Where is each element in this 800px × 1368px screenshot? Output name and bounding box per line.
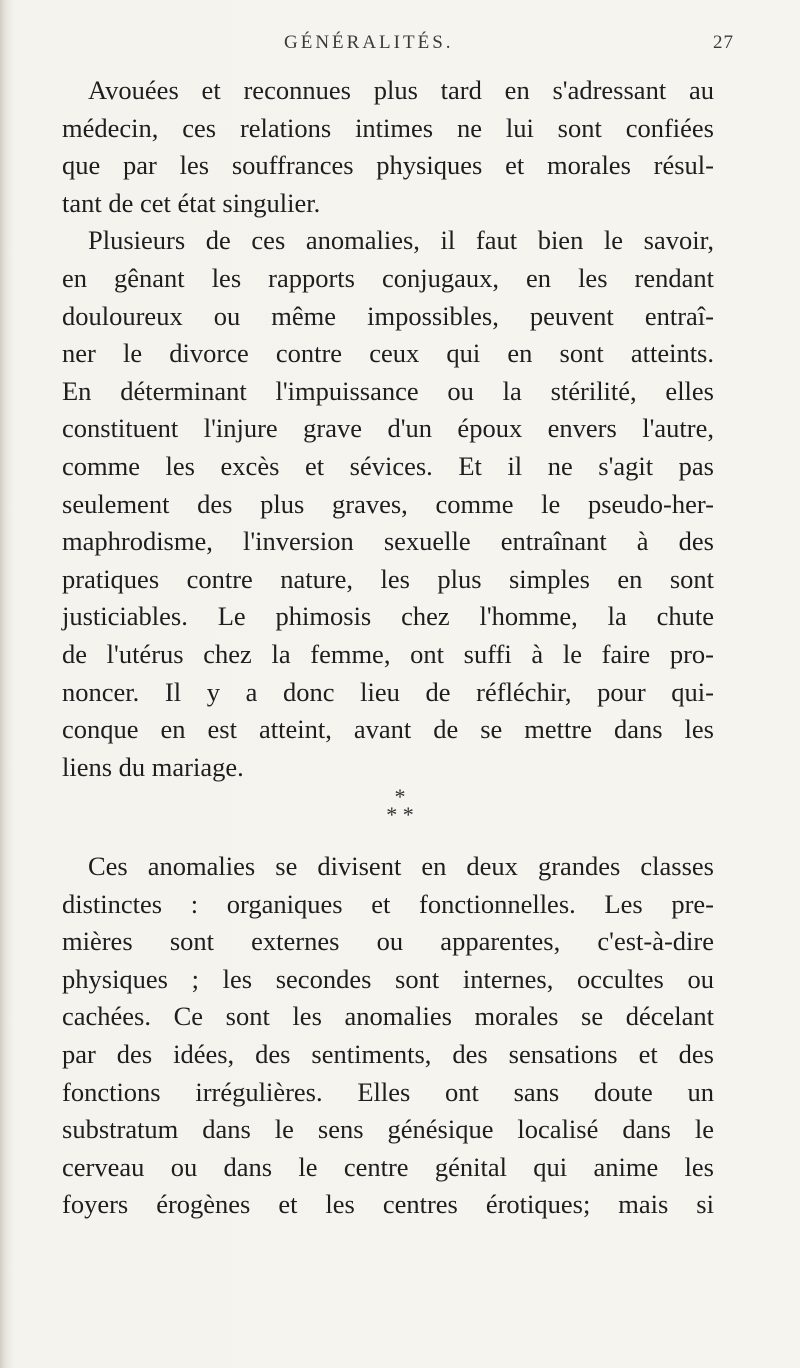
asterism-bottom: * *: [386, 802, 414, 827]
text-line: En déterminant l'impuissance ou la stérilité, elles: [62, 375, 714, 406]
chapter-title: GÉNÉRALITÉS.: [284, 32, 454, 53]
text-line: de l'utérus chez la femme, ont suffi à le faire pro-: [62, 638, 714, 669]
text-line: justiciables. Le phimosis chez l'homme, la chute: [62, 601, 714, 632]
text-line: maphrodisme, l'inversion sexuelle entraînant à des: [62, 526, 714, 557]
text-line: distinctes : organiques et fonctionnelles. Les pre-: [62, 888, 714, 919]
text-line: noncer. Il y a donc lieu de réfléchir, pour qui-: [62, 676, 714, 707]
text-line: substratum dans le sens génésique localisé dans le: [62, 1114, 714, 1145]
paragraph-3: [62, 848, 714, 1224]
text-line: Plusieurs de ces anomalies, il faut bien le savoir,: [88, 225, 714, 256]
asterism-top: *: [394, 784, 406, 809]
text-line: en gênant les rapports conjugaux, en les rendant: [62, 262, 714, 293]
text-line: pratiques contre nature, les plus simples en sont: [62, 563, 714, 594]
paragraph-2: [62, 222, 714, 786]
text-line: comme les excès et sévices. Et il ne s'agit pas: [62, 450, 714, 481]
text-line: tant de cet état singulier.: [62, 187, 321, 218]
text-line: par des idées, des sentiments, des sensations et des: [62, 1038, 714, 1069]
text-line: médecin, ces relations intimes ne lui sont confiées: [62, 112, 714, 143]
text-line: Ces anomalies se divisent en deux grandes classes: [88, 851, 714, 881]
text-line: mières sont externes ou apparentes, c'est-à-dire: [62, 926, 714, 957]
text-line: constituent l'injure grave d'un époux envers l'autre,: [62, 413, 714, 444]
text-line: liens du mariage.: [62, 751, 244, 782]
asterism-separator: [300, 784, 500, 840]
text-line: douloureux ou même impossibles, peuvent entraî-: [62, 300, 714, 331]
body-text-bottom: [62, 848, 714, 1224]
running-head: [62, 28, 734, 62]
body-text-top: [62, 72, 714, 786]
text-line: conque en est atteint, avant de se mettre dans les: [62, 714, 714, 745]
text-line: cachées. Ce sont les anomalies morales se décelant: [62, 1001, 714, 1032]
text-line: fonctions irrégulières. Elles ont sans doute un: [62, 1076, 714, 1107]
text-line: que par les souffrances physiques et morales résul-: [62, 150, 714, 181]
text-line: foyers érogènes et les centres érotiques; mais si: [62, 1189, 714, 1220]
paragraph-1: [62, 72, 714, 222]
text-line: seulement des plus graves, comme le pseudo-her-: [62, 488, 714, 519]
text-line: cerveau ou dans le centre génital qui anime les: [62, 1151, 714, 1182]
text-line: physiques ; les secondes sont internes, occultes ou: [62, 963, 714, 994]
text-line: Avouées et reconnues plus tard en s'adressant au: [88, 75, 714, 105]
page-number: 27: [713, 32, 734, 53]
text-line: ner le divorce contre ceux qui en sont atteints.: [62, 338, 714, 369]
